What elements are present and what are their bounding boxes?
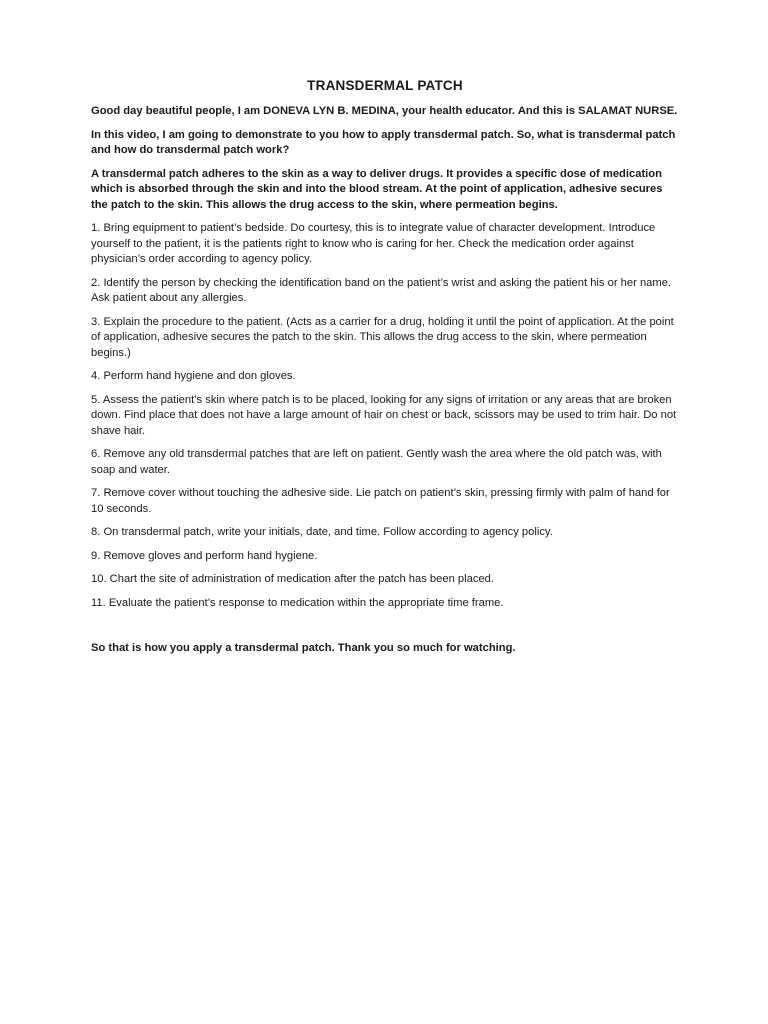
step-6: 6. Remove any old transdermal patches that are left on patient. Gently wash the area where the old patch was, with soap and water. bbox=[91, 448, 662, 476]
step-2: 2. Identify the person by checking the identification band on the patient’s wrist and asking the patient his or her name. Ask patient about any allergies. bbox=[91, 276, 672, 304]
closing-paragraph: So that is how you apply a transdermal patch. Thank you so much for watching. bbox=[91, 642, 516, 654]
step-9: 9. Remove gloves and perform hand hygiene. bbox=[91, 549, 318, 562]
definition-paragraph: A transdermal patch adheres to the skin as a way to deliver drugs. It provides a specific dose of medication which is absorbed through the skin and into the blood stream. At the point of application, adhesive secures the patch to the skin. This allows the drug access to the skin, where permeation begins. bbox=[91, 167, 663, 211]
intro-paragraph: In this video, I am going to demonstrate to you how to apply transdermal patch. So, what is transdermal patch and how do transdermal patch work? bbox=[91, 128, 676, 156]
greeting-paragraph: Good day beautiful people, I am DONEVA LYN B. MEDINA, your health educator. And this is SALAMAT NURSE. bbox=[91, 105, 678, 117]
step-3: 3. Explain the procedure to the patient. (Acts as a carrier for a drug, holding it until the point of application. At the point of application, adhesive secures the patch to the skin. This allows the drug access to the skin, where permeation begins.) bbox=[91, 315, 674, 359]
step-11: 11. Evaluate the patient’s response to medication within the appropriate time frame. bbox=[91, 596, 504, 609]
step-10: 10. Chart the site of administration of medication after the patch has been placed. bbox=[91, 573, 494, 585]
step-7: 7. Remove cover without touching the adhesive side. Lie patch on patient’s skin, pressing firmly with palm of hand for 10 seconds. bbox=[91, 487, 670, 515]
step-1: 1. Bring equipment to patient’s bedside. Do courtesy, this is to integrate value of character development. Introduce yourself to the patient, it is the patients right to know who is caring for her. Check the medication order against physician’s order according to agency policy. bbox=[91, 222, 656, 265]
step-8: 8. On transdermal patch, write your initials, date, and time. Follow according to agency policy. bbox=[91, 526, 553, 538]
document-page bbox=[91, 78, 679, 665]
document-title: TRANSDERMAL PATCH bbox=[307, 78, 463, 93]
step-4: 4. Perform hand hygiene and don gloves. bbox=[91, 370, 296, 382]
step-5: 5. Assess the patient’s skin where patch is to be placed, looking for any signs of irritation or any areas that are broken down. Find place that does not have a large amount of hair on chest or back, scissors may be used to trim hair. Do not shave hair. bbox=[91, 393, 677, 437]
